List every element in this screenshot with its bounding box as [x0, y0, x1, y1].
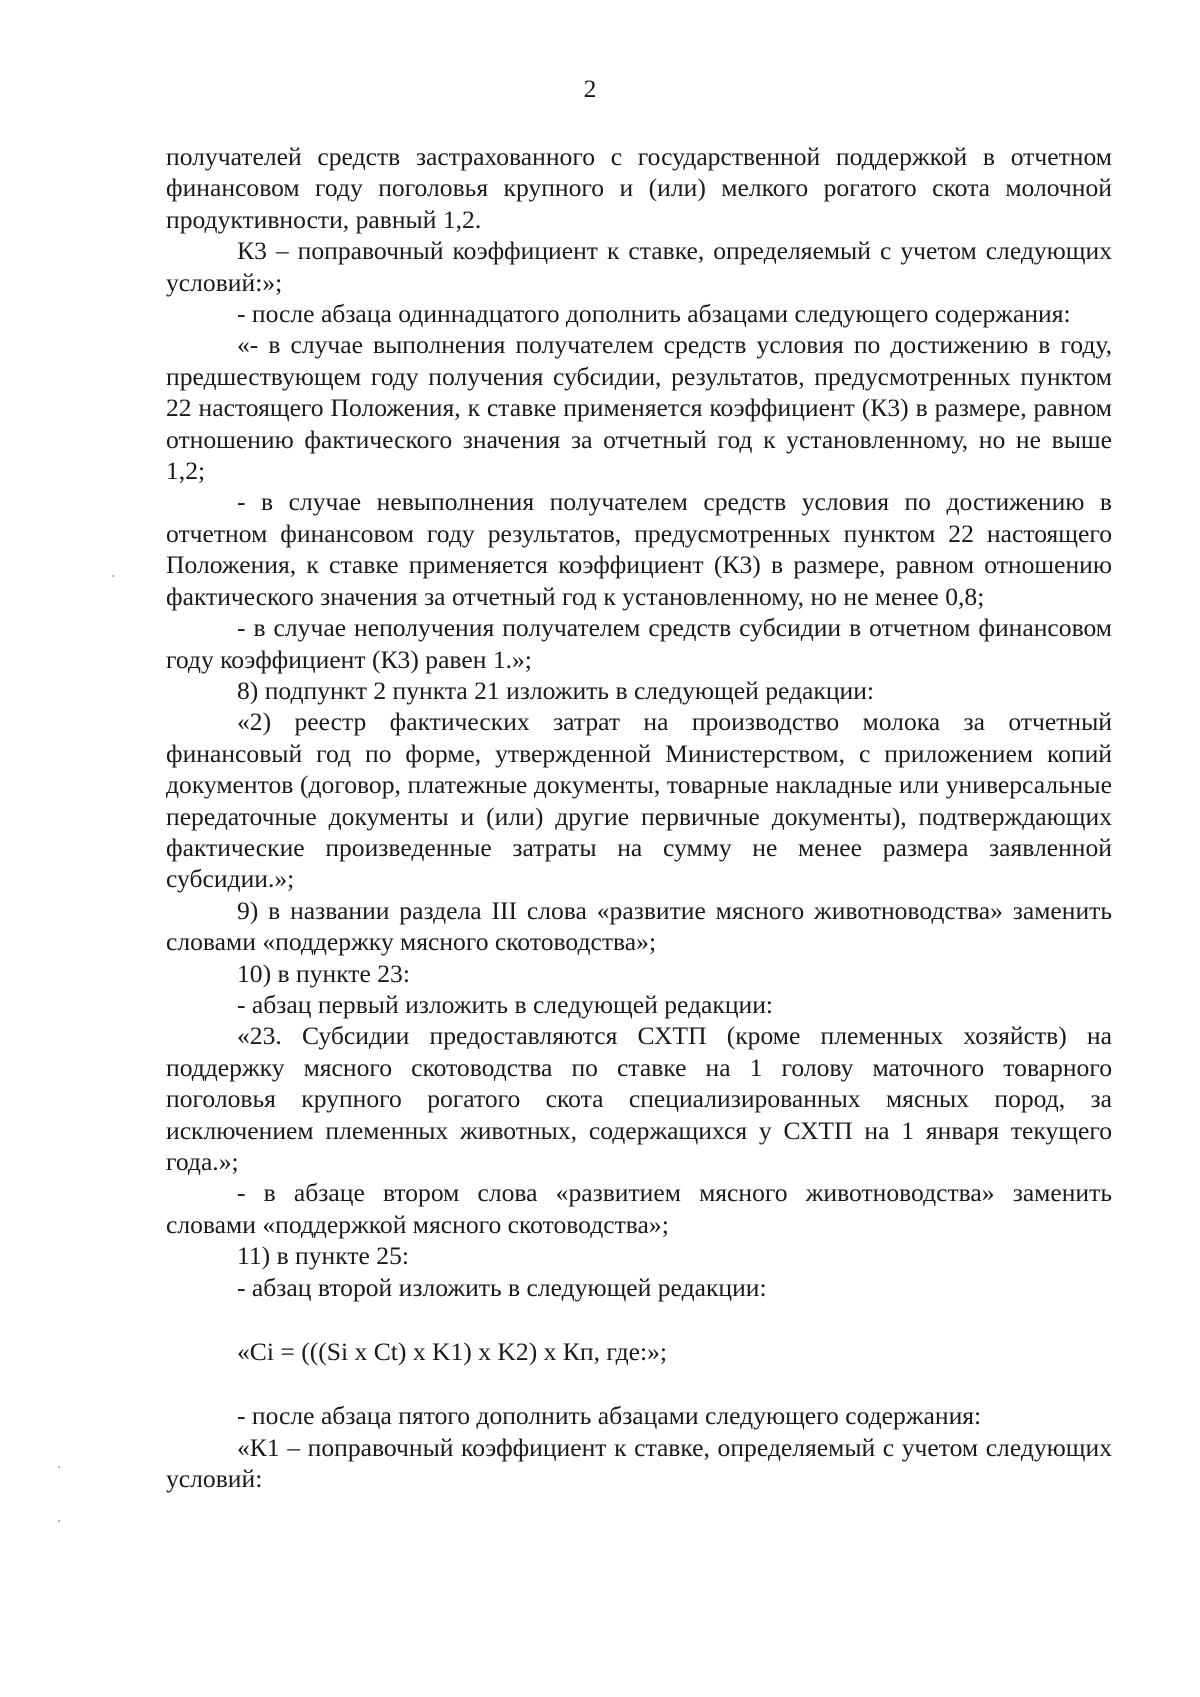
- paragraph-after-eleventh: - после абзаца одиннадцатого дополнить абзацами следующего содержания:: [237, 299, 1071, 329]
- paragraph-registry: «2) реестр фактических затрат на производство молока за отчетный финансовый год по форме, утвержденной Министерством, с приложением копий документов (договор, платежные документы, товарные накладные или универсальные передаточные документы и (или) другие первичные документы), подтверждающих фактические произведенные затраты на сумму не менее размера заявленной субсидии.»;: [166, 707, 1112, 894]
- paragraph-k1-definition: «К1 – поправочный коэффициент к ставке, определяемый с учетом следующих условий:: [166, 1432, 1112, 1494]
- scan-speck: [112, 575, 114, 577]
- scan-speck: [58, 1520, 60, 1522]
- paragraph-item-11: 11) в пункте 25:: [237, 1241, 409, 1271]
- formula-line: «Ci = (((Si x Ct) x K1) x K2) x Кп, где:»;: [237, 1337, 667, 1367]
- paragraph-k3-fulfilled: «- в случае выполнения получателем средств условия по достижению в году, предшествующем году получения субсидии, результатов, предусмотренных пунктом 22 настоящего Положения, к ставке применяется коэффициент (К3) в размере, равном отношению фактического значения за отчетный год к установленному, но не выше 1,2;: [166, 330, 1112, 486]
- paragraph-second-abzac-words: - в абзаце втором слова «развитием мясного животноводства» заменить словами «поддержкой мясного скотоводства»;: [166, 1178, 1112, 1239]
- paragraph-item-10: 10) в пункте 23:: [237, 958, 410, 988]
- paragraph-k3-definition: К3 – поправочный коэффициент к ставке, определяемый с учетом следующих условий:»;: [166, 236, 1112, 297]
- paragraph-point-23: «23. Субсидии предоставляются СХТП (кроме племенных хозяйств) на поддержку мясного скотоводства по ставке на 1 голову маточного товарного поголовья крупного рогатого скота специализированных мясных пород, за исключением племенных животных, содержащихся у СХТП на 1 января текущего года.»;: [166, 1021, 1112, 1176]
- paragraph-after-fifth: - после абзаца пятого дополнить абзацами следующего содержания:: [237, 1401, 982, 1431]
- paragraph-continuation: получателей средств застрахованного с государственной поддержкой в отчетном финансовом году поголовья крупного и (или) мелкого рогатого скота молочной продуктивности, равный 1,2.: [166, 142, 1112, 234]
- paragraph-second-abzac-edit: - абзац второй изложить в следующей редакции:: [237, 1272, 767, 1302]
- page-number: 2: [583, 74, 597, 103]
- paragraph-first-abzac: - абзац первый изложить в следующей редакции:: [237, 989, 774, 1019]
- document-body: [166, 141, 1112, 1495]
- paragraph-k3-not-received: - в случае неполучения получателем средств субсидии в отчетном финансовом году коэффициент (К3) равен 1.»;: [166, 613, 1112, 674]
- paragraph-k3-not-fulfilled: - в случае невыполнения получателем средств условия по достижению в отчетном финансовом году результатов, предусмотренных пунктом 22 настоящего Положения, к ставке применяется коэффициент (К3) в размере, равном отношению фактического значения за отчетный год к установленному, но не менее 0,8;: [166, 487, 1112, 611]
- paragraph-item-8: 8) подпункт 2 пункта 21 изложить в следующей редакции:: [237, 675, 875, 705]
- scan-speck: [58, 1466, 60, 1468]
- paragraph-item-9: 9) в названии раздела III слова «развитие мясного животноводства» заменить словами «поддержку мясного скотоводства»;: [166, 895, 1112, 957]
